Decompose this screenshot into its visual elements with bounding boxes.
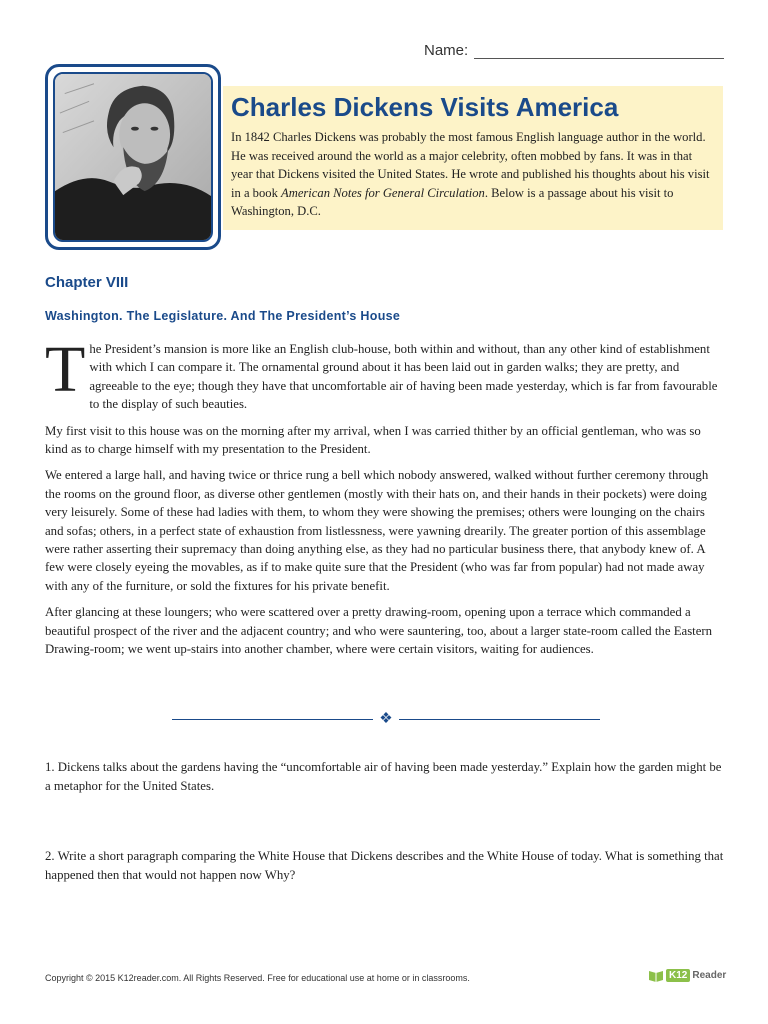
copyright-footer: Copyright © 2015 K12reader.com. All Rights Reserved. Free for educational use at home or in classrooms. [45, 973, 470, 983]
question-2: 2. Write a short paragraph comparing the White House that Dickens describes and the White House of today. What is something that happened then that would not happen now Why? [45, 849, 724, 882]
passage-paragraph-3: We entered a large hall, and having twice or thrice rung a bell which nobody answered, walked without further ceremony through the rooms on the ground floor, as diverse other gentlemen (mostly with their hats on, and their hands in their pockets) were doing very leisurely. Some of these had ladies with them, to whom they were showing the premises; others were lounging on the chairs and sofas; others, in a perfect state of exhaustion from listlessness, were yawning drearily. The greater portion of this assemblage were rather asserting their supremacy than doing anything else, as they had no particular business there, that anybody knew of. A few were closely eyeing the movables, as if to make quite sure that the President (who was far from popular) had not made away with any of the furniture, or sold the fixtures for his private benefit. [45, 468, 709, 593]
passage-paragraph-4: After glancing at these loungers; who were scattered over a pretty drawing-room, opening upon a terrace which commanded a beautiful prospect of the river and the adjacent country; and who were sauntering, too, about a larger state-room called the Eastern Drawing-room; we went up-stairs into another chamber, where were certain visitors, waiting for audiences. [45, 605, 713, 657]
chapter-heading: Chapter VIII [45, 274, 129, 291]
dickens-portrait-image [53, 72, 213, 242]
name-blank-line[interactable] [474, 44, 724, 59]
intro-box [223, 86, 723, 230]
page-title: Charles Dickens Visits America [231, 92, 619, 122]
chapter-subtitle: Washington. The Legislature. And The President’s House [45, 309, 401, 323]
name-label: Name: [424, 42, 469, 59]
logo-k12: K12 [666, 969, 690, 982]
section-divider [172, 712, 600, 727]
question-1: 1. Dickens talks about the gardens having the “uncomfortable air of having been made yesterday.” Explain how the garden might be a metaphor for the United States. [45, 760, 722, 793]
logo-reader: Reader [692, 969, 727, 981]
divider-rule-right [399, 719, 600, 720]
book-icon [648, 968, 664, 982]
intro-text-end: . Below is a passage about his visit to Washington, D.C. [231, 185, 674, 218]
intro-paragraph [231, 128, 713, 221]
book-title: American Notes for General Circulation [281, 185, 485, 200]
k12reader-logo [648, 968, 726, 982]
passage-paragraph-1 [45, 333, 723, 414]
intro-text-start: In 1842 Charles Dickens was probably the most famous English language author in the world. He was received around the world as a major celebrity, often mobbed by fans. It was in that year that Dickens visited the United States. He wrote and published his thoughts about his visit in a book [231, 130, 710, 200]
passage-paragraph-1-text: he President’s mansion is more like an English club-house, both within and without, than any other kind of establishment with which I can compare it. The ornamental ground about it has been laid out in garden walks; they are pretty, and agreeable to the eye; though they have that uncomfortable air of having been made yesterday, which is far from favourable to the display of such beauties. [89, 342, 718, 412]
dropcap: T [45, 333, 86, 406]
divider-rule-left [172, 719, 373, 720]
portrait-frame [45, 64, 221, 250]
diamond-ornament-icon: ❖ [379, 711, 393, 727]
passage-paragraph-2: My first visit to this house was on the morning after my arrival, when I was carried thither by an official gentleman, who was so kind as to charge himself with my presentation to the President. [45, 423, 701, 457]
name-field[interactable] [424, 42, 724, 59]
passage [45, 333, 723, 667]
